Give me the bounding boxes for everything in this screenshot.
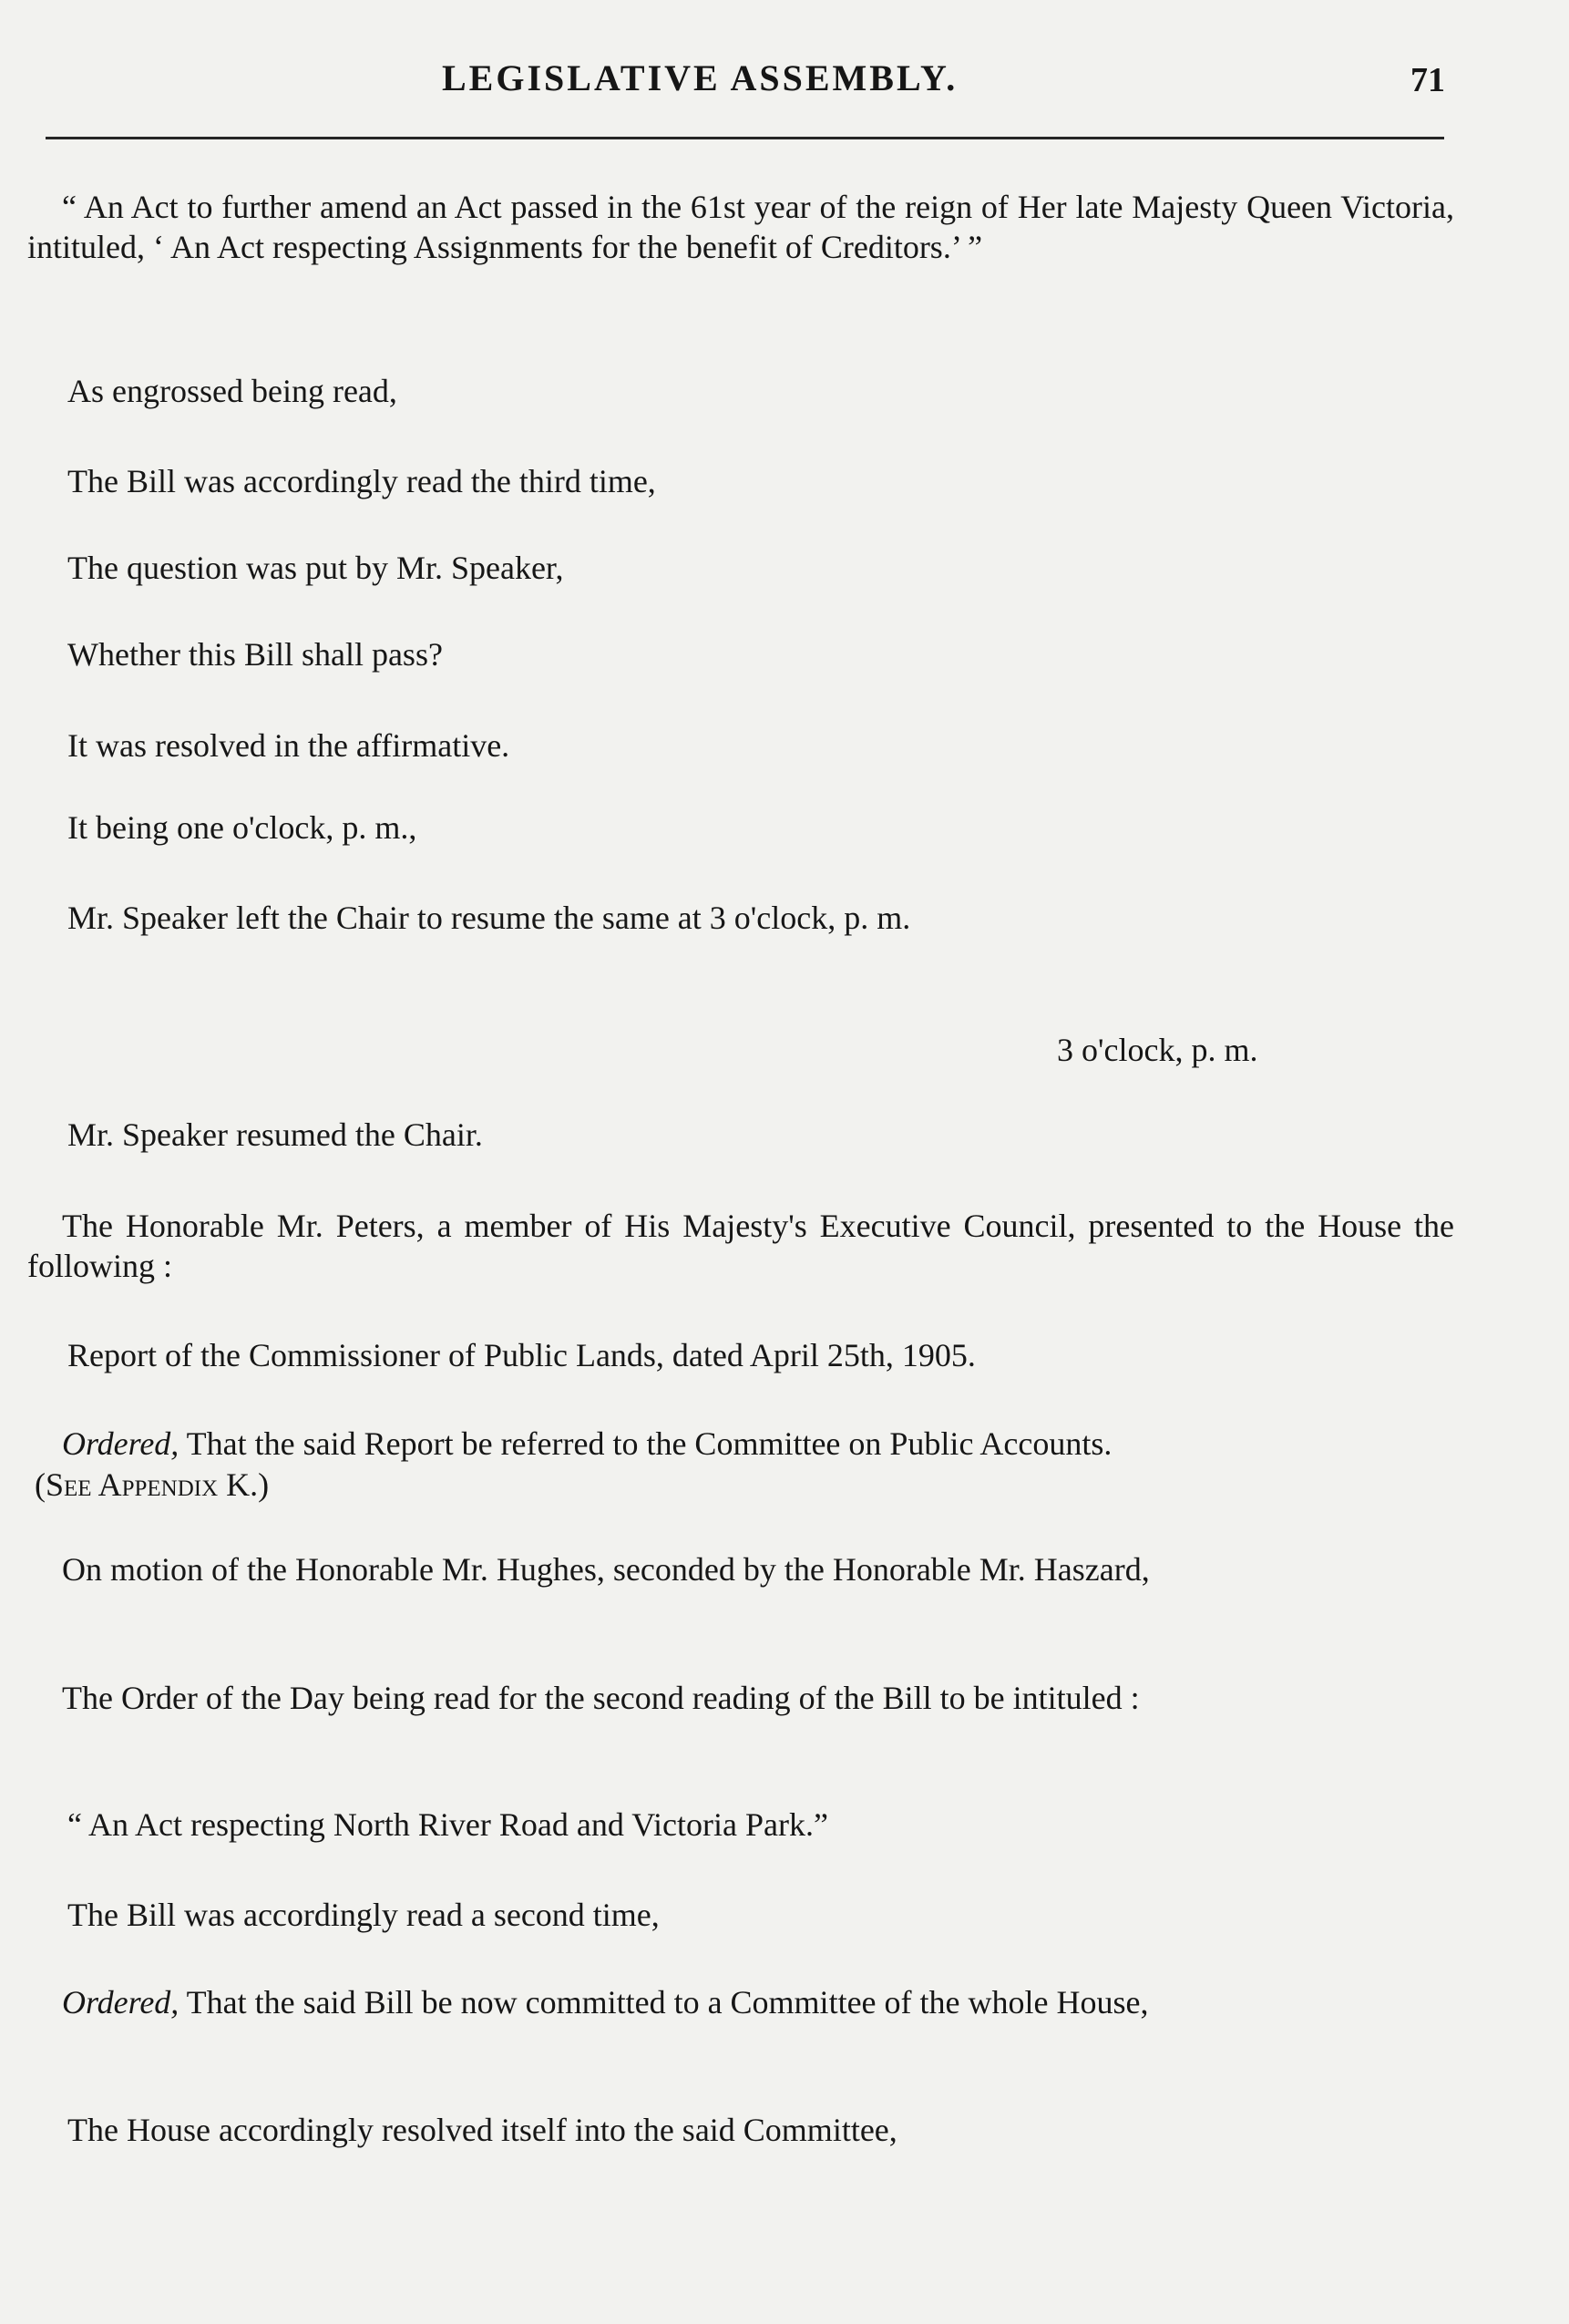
paragraph-second-reading: The Bill was accordingly read a second time, xyxy=(67,1897,660,1933)
header-rule xyxy=(46,137,1444,139)
ordered-bill-text: That the said Bill be now committed to a Committee of the whole House, xyxy=(179,1984,1149,2021)
ordered-label: Ordered, xyxy=(62,1425,179,1462)
paragraph-speaker-left: Mr. Speaker left the Chair to resume the same at 3 o'clock, p. m. xyxy=(67,900,911,936)
appendix-text: (See Appendix K.) xyxy=(35,1466,270,1503)
paragraph-peters: The Honorable Mr. Peters, a member of His Majesty's Executive Council, presented to the House the following : xyxy=(27,1208,1454,1284)
paragraph-ordered-bill xyxy=(27,1982,1454,2022)
time-heading: 3 o'clock, p. m. xyxy=(1057,1032,1258,1068)
appendix-reference xyxy=(35,1465,1454,1505)
paragraph-engrossed: As engrossed being read, xyxy=(67,373,397,409)
ordered-report-text: That the said Report be referred to the Committee on Public Accounts. xyxy=(179,1425,1113,1462)
paragraph-whether-pass: Whether this Bill shall pass? xyxy=(67,636,443,673)
ordered-label: Ordered, xyxy=(62,1984,179,2021)
paragraph-ordered-report xyxy=(27,1424,1454,1464)
paragraph-order-of-day: The Order of the Day being read for the second reading of the Bill to be intituled : xyxy=(62,1680,1140,1716)
paragraph-resolved: It was resolved in the affirmative. xyxy=(67,727,510,764)
paragraph-report: Report of the Commissioner of Public Lands, dated April 25th, 1905. xyxy=(67,1337,976,1373)
paragraph-third-reading: The Bill was accordingly read the third time, xyxy=(67,463,656,499)
paragraph-one-oclock: It being one o'clock, p. m., xyxy=(67,809,417,846)
paragraph-speaker-resumed: Mr. Speaker resumed the Chair. xyxy=(67,1116,483,1153)
running-title: LEGISLATIVE ASSEMBLY. xyxy=(442,57,959,98)
page-header xyxy=(0,57,1569,111)
paragraph-motion: On motion of the Honorable Mr. Hughes, seconded by the Honorable Mr. Haszard, xyxy=(62,1551,1150,1588)
paragraph-act-title-north-river: “ An Act respecting North River Road and Victoria Park.” xyxy=(67,1806,828,1843)
page-number: 71 xyxy=(1410,61,1445,99)
paragraph-question: The question was put by Mr. Speaker, xyxy=(67,550,564,586)
act-title-paragraph: “ An Act to further amend an Act passed in the 61st year of the reign of Her late Majesty Queen Victoria, intituled, ‘ An Act respecting Assignments for the benefit of Creditors.’ ” xyxy=(27,189,1454,265)
paragraph-house-resolved: The House accordingly resolved itself into the said Committee, xyxy=(67,2112,897,2148)
